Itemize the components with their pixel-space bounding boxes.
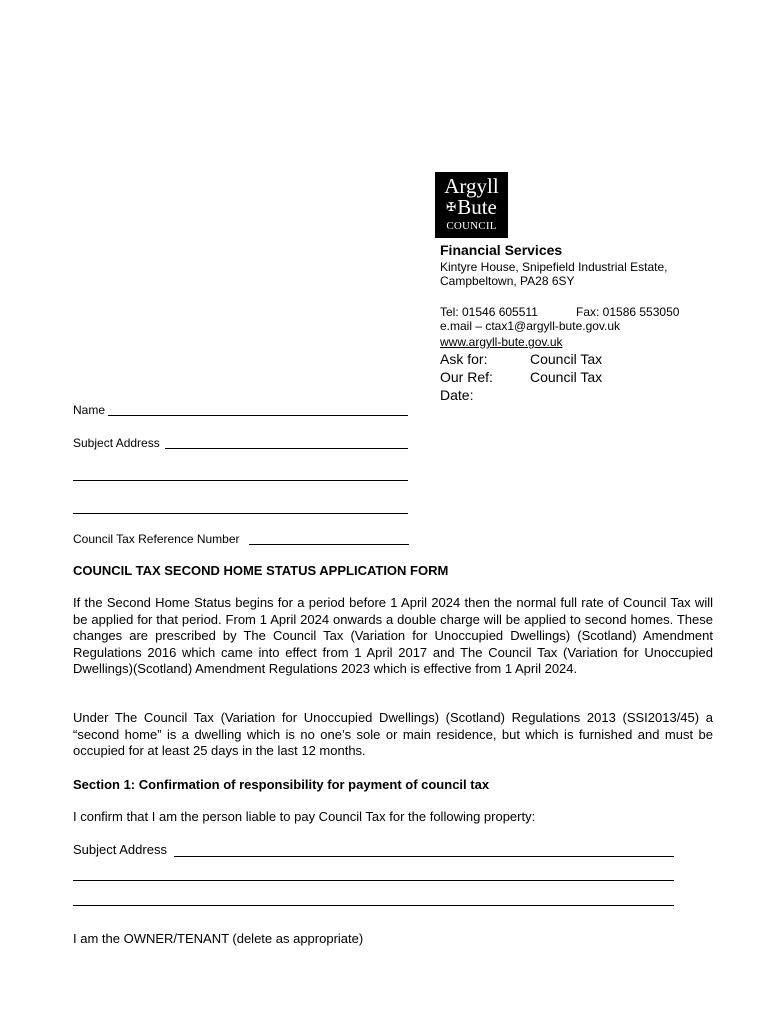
- our-ref-label: Our Ref:: [440, 369, 493, 385]
- logo-text-bute: Bute: [457, 195, 497, 219]
- telephone: Tel: 01546 605511: [440, 305, 538, 319]
- property-address-field-3[interactable]: [73, 905, 674, 906]
- form-title: COUNCIL TAX SECOND HOME STATUS APPLICATION FORM: [73, 563, 449, 578]
- subject-address-label: Subject Address: [73, 436, 160, 450]
- website-link[interactable]: www.argyll-bute.gov.uk: [440, 335, 563, 349]
- email-address: e.mail – ctax1@argyll-bute.gov.uk: [440, 319, 621, 333]
- reference-number-label: Council Tax Reference Number: [73, 532, 240, 546]
- section1-heading: Section 1: Confirmation of responsibility for payment of council tax: [73, 777, 490, 792]
- definition-paragraph: Under The Council Tax (Variation for Unoccupied Dwellings) (Scotland) Regulations 2013 (SSI2013/45) a “second home” is a dwelling which is no one’s sole or main residence, but which is furnished and must be occupied for at least 25 days in the last 12 months.: [73, 710, 713, 758]
- ask-for-value: Council Tax: [530, 351, 603, 367]
- department-title: Financial Services: [440, 242, 563, 258]
- intro-paragraph: If the Second Home Status begins for a period before 1 April 2024 then the normal full rate of Council Tax will be applied for that period. From 1 April 2024 onwards a double charge will be applied to second homes. These changes are prescribed by The Council Tax (Variation for Unoccupied Dwellings) (Scotland) Amendment Regulations 2016 which came into effect from 1 April 2017 and The Council Tax (Variation for Unoccupied Dwellings)(Scotland) Amendment Regulations 2023 which is effective from 1 April 2024.: [73, 595, 713, 676]
- name-label: Name: [73, 403, 106, 417]
- owner-tenant-statement: I am the OWNER/TENANT (delete as appropriate): [73, 931, 364, 946]
- our-ref-value: Council Tax: [530, 369, 603, 385]
- property-address-field-1[interactable]: [174, 856, 674, 857]
- council-logo: [435, 172, 508, 238]
- subject-address-field-1[interactable]: [165, 448, 408, 449]
- celtic-cross-icon: ✠: [446, 200, 457, 214]
- reference-number-field[interactable]: [249, 544, 409, 545]
- logo-text-line2: [437, 196, 506, 221]
- subject-address-field-3[interactable]: [73, 513, 408, 514]
- subject-address-field-2[interactable]: [73, 480, 408, 481]
- logo-text-line1: Argyll: [444, 174, 499, 198]
- ask-for-label: Ask for:: [440, 351, 488, 367]
- property-address-field-2[interactable]: [73, 880, 674, 881]
- address-line1: Kintyre House, Snipefield Industrial Estate,: [440, 260, 668, 274]
- logo-text-line3: COUNCIL: [446, 220, 497, 232]
- confirmation-statement: I confirm that I am the person liable to pay Council Tax for the following property:: [73, 809, 536, 824]
- fax: Fax: 01586 553050: [576, 305, 680, 319]
- property-address-label: Subject Address: [73, 842, 167, 857]
- address-line2: Campbeltown, PA28 6SY: [440, 274, 575, 288]
- name-field[interactable]: [108, 415, 408, 416]
- date-label: Date:: [440, 387, 474, 403]
